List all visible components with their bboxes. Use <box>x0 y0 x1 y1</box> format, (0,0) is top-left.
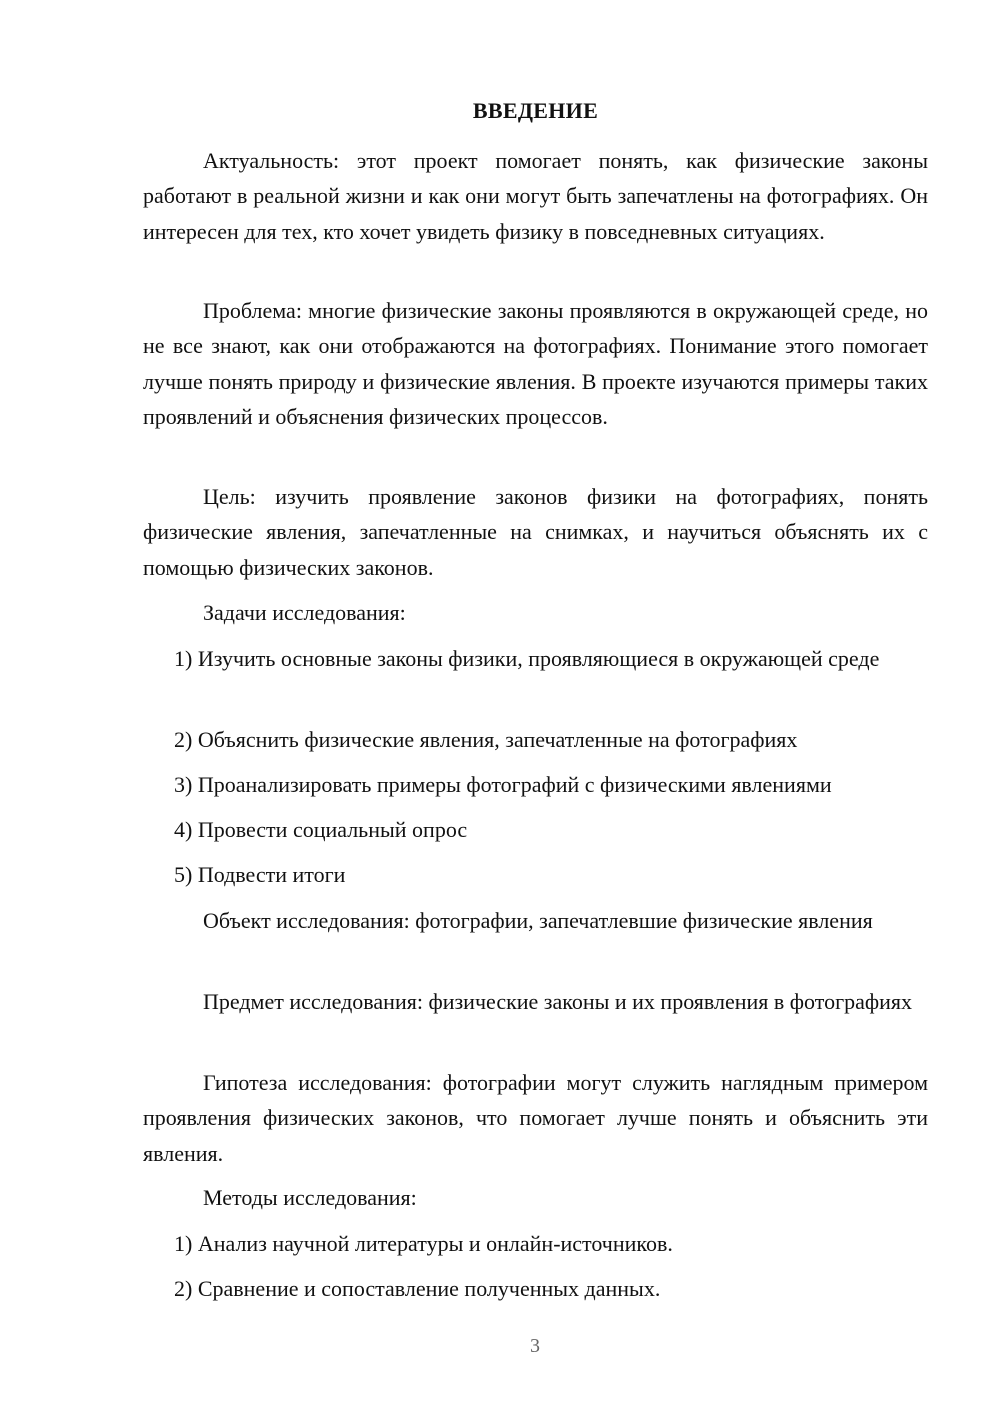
method-item-2: 2) Сравнение и сопоставление полученных данных. <box>174 1276 661 1301</box>
task-item-4: 4) Провести социальный опрос <box>174 817 468 842</box>
section-title: ВВЕДЕНИЕ <box>472 98 599 123</box>
task-item-2: 2) Объяснить физические явления, запечатленные на фотографиях <box>174 727 798 752</box>
task-item-3: 3) Проанализировать примеры фотографий с физическими явлениями <box>174 772 832 797</box>
task-item-5: 5) Подвести итоги <box>174 862 346 887</box>
paragraph-relevance: Актуальность: этот проект помогает понять, как физические законы работают в реальной жизни и как они могут быть запечатлены на фотографиях. Он интересен для тех, кто хочет увидеть физику в повседневных ситуациях. <box>143 148 928 244</box>
paragraph-subject: Предмет исследования: физические законы и их проявления в фотографиях <box>203 989 913 1014</box>
paragraph-hypothesis: Гипотеза исследования: фотографии могут служить наглядным примером проявления физических законов, что помогает лучше понять и объяснить эти явления. <box>143 1070 928 1166</box>
paragraph-problem: Проблема: многие физические законы проявляются в окружающей среде, но не все знают, как они отображаются на фотографиях. Понимание этого помогает лучше понять природу и физические явления. В проекте изучаются примеры таких проявлений и объяснения физических процессов. <box>143 298 928 429</box>
tasks-heading: Задачи исследования: <box>203 600 406 625</box>
task-item-1: 1) Изучить основные законы физики, проявляющиеся в окружающей среде <box>174 646 880 671</box>
methods-heading: Методы исследования: <box>203 1185 417 1210</box>
method-item-1: 1) Анализ научной литературы и онлайн-источников. <box>174 1231 673 1256</box>
page-number: 3 <box>530 1335 540 1357</box>
paragraph-object: Объект исследования: фотографии, запечатлевшие физические явления <box>203 908 873 933</box>
paragraph-goal: Цель: изучить проявление законов физики на фотографиях, понять физические явления, запечатленные на снимках, и научиться объяснять их с помощью физических законов. <box>143 484 928 580</box>
